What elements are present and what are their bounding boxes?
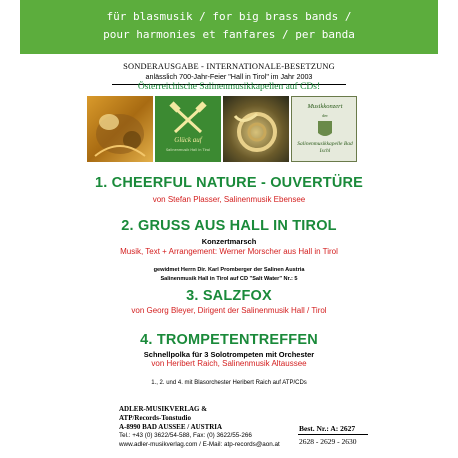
piece-2-dedication-2: Salinenmusik Hall in Tirol auf CD "Salt Water" Nr.: 5 — [160, 276, 298, 282]
cd-cover-3 — [223, 96, 289, 162]
banner-line-1: für blasmusik / for big brass bands / — [106, 10, 352, 23]
cd-cover-2-subtitle: Salinenmusik Hall in Tirol — [165, 148, 211, 152]
publisher-phone: Tel.: +43 (0) 3622/54-588, Fax: (0) 3622/55-266 — [119, 432, 252, 439]
publisher-address: A-8990 BAD AUSSEE / AUSTRIA — [119, 423, 223, 431]
cd-note: 1., 2. und 4. mit Blasorchester Heribert Raich auf ATP/CDs — [151, 380, 307, 386]
green-banner — [20, 0, 438, 54]
cd-cover-4-title: Musikkonzert — [307, 103, 343, 110]
hammer-pick-icon — [155, 96, 221, 162]
publisher-web[interactable]: www.adler-musikverlag.com / E-Mail: atp-records@aon.at — [119, 441, 280, 448]
piece-4-title: 4. TROMPETENTREFFEN — [140, 332, 318, 348]
piece-2-credit: Musik, Text + Arrangement: Werner Morscher aus Hall in Tirol — [120, 247, 338, 256]
order-number-label: Best. Nr.: A: 2627 — [299, 424, 356, 433]
piece-3-credit: von Georg Bleyer, Dirigent der Salinenmusik Hall / Tirol — [131, 306, 327, 315]
cds-heading: Österreichische Salinenmusikkapellen auf CDs! — [137, 82, 321, 92]
piece-2-title: 2. GRUSS AUS HALL IN TIROL — [121, 218, 337, 234]
horn-icon — [223, 96, 289, 162]
publisher-name: ADLER-MUSIKVERLAG & — [119, 405, 208, 413]
cd-cover-2 — [155, 96, 221, 162]
cd-cover-1 — [87, 96, 153, 162]
cd-cover-2-title: Glück auf — [174, 136, 202, 144]
banner-line-2: pour harmonies et fanfares / per banda — [103, 28, 355, 41]
piece-3-title: 3. SALZFOX — [186, 288, 272, 304]
cd-cover-4 — [291, 96, 357, 162]
order-numbers: 2628 - 2629 - 2630 — [299, 437, 357, 446]
occasion-label: anlässlich 700-Jahr-Feier "Hall in Tirol" im Jahr 2003 — [145, 72, 313, 81]
piece-4-subtitle: Schnellpolka für 3 Solotrompeten mit Orchester — [143, 350, 315, 359]
piece-2-subtitle: Konzertmarsch — [201, 237, 257, 246]
piece-4-credit: von Heribert Raich, Salinenmusik Altaussee — [151, 359, 307, 368]
publisher-studio: ATP/Records-Tonstudio — [119, 414, 191, 422]
piece-1-credit: von Stefan Plasser, Salinenmusik Ebensee — [152, 195, 306, 204]
cd-cover-4-band: Salinenmusikkapelle Bad Ischl — [297, 141, 353, 154]
cd-cover-1-art — [87, 96, 153, 162]
edition-label: SONDERAUSGABE - INTERNATIONALE-BESETZUNG — [123, 62, 335, 71]
piece-1-title: 1. CHEERFUL NATURE - OUVERTÜRE — [94, 175, 364, 191]
piece-2-dedication-1: gewidmet Herrn Dir. Karl Promberger der Salinen Austria — [153, 267, 305, 273]
order-divider — [298, 434, 368, 435]
cd-cover-4-der: der — [322, 113, 328, 118]
